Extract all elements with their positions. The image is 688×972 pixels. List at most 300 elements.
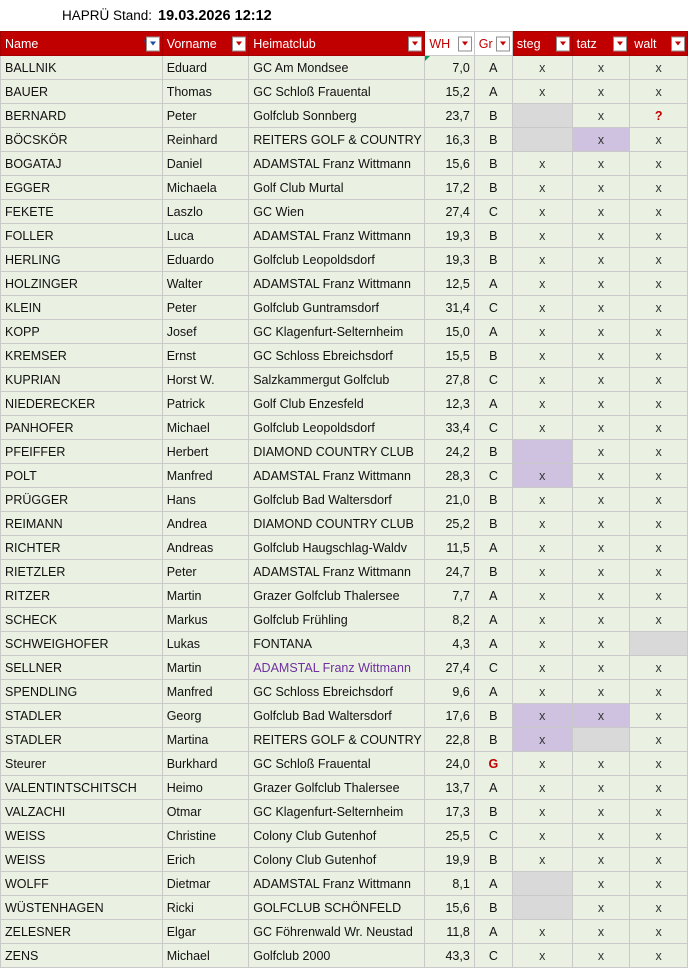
cell-vorname[interactable]: Ernst xyxy=(162,344,249,368)
cell-mark-walt[interactable]: x xyxy=(630,56,688,80)
cell-mark-steg[interactable]: x xyxy=(512,632,572,656)
cell-name[interactable]: NIEDERECKER xyxy=(1,392,163,416)
table-row[interactable] xyxy=(1,680,688,704)
cell-mark-steg[interactable]: x xyxy=(512,824,572,848)
cell-mark-steg[interactable] xyxy=(512,440,572,464)
cell-mark-tatz[interactable]: x xyxy=(572,800,630,824)
cell-mark-walt[interactable]: x xyxy=(630,704,688,728)
cell-wh[interactable]: 24,0 xyxy=(425,752,474,776)
table-row[interactable] xyxy=(1,608,688,632)
cell-mark-tatz[interactable]: x xyxy=(572,608,630,632)
cell-gr[interactable]: A xyxy=(474,680,512,704)
filter-dropdown-icon[interactable] xyxy=(496,36,510,51)
cell-vorname[interactable]: Walter xyxy=(162,272,249,296)
cell-vorname[interactable]: Eduard xyxy=(162,56,249,80)
cell-mark-tatz[interactable]: x xyxy=(572,224,630,248)
cell-gr[interactable]: C xyxy=(474,368,512,392)
cell-mark-tatz[interactable]: x xyxy=(572,104,630,128)
cell-mark-steg[interactable]: x xyxy=(512,248,572,272)
table-row[interactable] xyxy=(1,152,688,176)
cell-mark-walt[interactable]: x xyxy=(630,680,688,704)
cell-gr[interactable]: A xyxy=(474,608,512,632)
cell-gr[interactable]: C xyxy=(474,656,512,680)
cell-name[interactable]: RICHTER xyxy=(1,536,163,560)
cell-wh[interactable]: 16,3 xyxy=(425,128,474,152)
cell-gr[interactable]: B xyxy=(474,440,512,464)
cell-mark-walt[interactable]: x xyxy=(630,488,688,512)
filter-dropdown-icon[interactable] xyxy=(142,36,160,51)
cell-mark-tatz[interactable]: x xyxy=(572,392,630,416)
cell-name[interactable]: FEKETE xyxy=(1,200,163,224)
cell-wh[interactable]: 27,8 xyxy=(425,368,474,392)
cell-name[interactable]: PFEIFFER xyxy=(1,440,163,464)
cell-mark-tatz[interactable]: x xyxy=(572,656,630,680)
cell-heimatclub[interactable]: REITERS GOLF & COUNTRY xyxy=(249,728,425,752)
cell-vorname[interactable]: Martina xyxy=(162,728,249,752)
cell-heimatclub[interactable]: ADAMSTAL Franz Wittmann xyxy=(249,224,425,248)
cell-wh[interactable]: 12,5 xyxy=(425,272,474,296)
cell-wh[interactable]: 11,8 xyxy=(425,920,474,944)
cell-wh[interactable]: 17,2 xyxy=(425,176,474,200)
cell-vorname[interactable]: Andrea xyxy=(162,512,249,536)
cell-gr[interactable]: C xyxy=(474,824,512,848)
cell-vorname[interactable]: Luca xyxy=(162,224,249,248)
cell-mark-steg[interactable]: x xyxy=(512,80,572,104)
cell-mark-steg[interactable]: x xyxy=(512,56,572,80)
cell-mark-walt[interactable] xyxy=(630,632,688,656)
cell-vorname[interactable]: Christine xyxy=(162,824,249,848)
cell-name[interactable]: KUPRIAN xyxy=(1,368,163,392)
cell-heimatclub[interactable]: ADAMSTAL Franz Wittmann xyxy=(249,272,425,296)
cell-mark-walt[interactable]: x xyxy=(630,344,688,368)
table-row[interactable] xyxy=(1,656,688,680)
cell-vorname[interactable]: Hans xyxy=(162,488,249,512)
cell-heimatclub[interactable]: Golfclub Frühling xyxy=(249,608,425,632)
table-row[interactable] xyxy=(1,536,688,560)
cell-gr[interactable]: B xyxy=(474,488,512,512)
table-row[interactable] xyxy=(1,848,688,872)
cell-mark-walt[interactable]: x xyxy=(630,608,688,632)
cell-name[interactable]: SPENDLING xyxy=(1,680,163,704)
cell-gr[interactable]: B xyxy=(474,128,512,152)
cell-heimatclub[interactable]: Colony Club Gutenhof xyxy=(249,848,425,872)
cell-name[interactable]: PANHOFER xyxy=(1,416,163,440)
cell-mark-tatz[interactable]: x xyxy=(572,680,630,704)
cell-gr[interactable]: A xyxy=(474,80,512,104)
cell-mark-walt[interactable]: x xyxy=(630,920,688,944)
cell-mark-tatz[interactable]: x xyxy=(572,872,630,896)
cell-mark-tatz[interactable]: x xyxy=(572,920,630,944)
cell-name[interactable]: SELLNER xyxy=(1,656,163,680)
column-header-vorname[interactable] xyxy=(162,32,249,56)
cell-name[interactable]: ZENS xyxy=(1,944,163,968)
table-row[interactable] xyxy=(1,560,688,584)
cell-gr[interactable]: A xyxy=(474,56,512,80)
cell-mark-walt[interactable]: x xyxy=(630,656,688,680)
cell-mark-steg[interactable]: x xyxy=(512,512,572,536)
cell-mark-steg[interactable]: x xyxy=(512,272,572,296)
cell-gr[interactable]: C xyxy=(474,200,512,224)
cell-heimatclub[interactable]: Golfclub Guntramsdorf xyxy=(249,296,425,320)
cell-name[interactable]: WÜSTENHAGEN xyxy=(1,896,163,920)
cell-name[interactable]: RIETZLER xyxy=(1,560,163,584)
cell-mark-tatz[interactable]: x xyxy=(572,440,630,464)
cell-vorname[interactable]: Patrick xyxy=(162,392,249,416)
cell-name[interactable]: FOLLER xyxy=(1,224,163,248)
cell-mark-steg[interactable]: x xyxy=(512,920,572,944)
cell-mark-tatz[interactable]: x xyxy=(572,944,630,968)
cell-wh[interactable]: 7,0 xyxy=(425,56,474,80)
cell-mark-walt[interactable]: x xyxy=(630,464,688,488)
cell-mark-walt[interactable]: x xyxy=(630,800,688,824)
cell-name[interactable]: Steurer xyxy=(1,752,163,776)
cell-heimatclub[interactable]: Golf Club Murtal xyxy=(249,176,425,200)
cell-vorname[interactable]: Dietmar xyxy=(162,872,249,896)
cell-heimatclub[interactable]: ADAMSTAL Franz Wittmann xyxy=(249,656,425,680)
cell-name[interactable]: WOLFF xyxy=(1,872,163,896)
cell-wh[interactable]: 15,5 xyxy=(425,344,474,368)
table-row[interactable] xyxy=(1,416,688,440)
cell-mark-steg[interactable]: x xyxy=(512,344,572,368)
table-row[interactable] xyxy=(1,944,688,968)
cell-wh[interactable]: 27,4 xyxy=(425,656,474,680)
cell-heimatclub[interactable]: Golfclub Leopoldsdorf xyxy=(249,248,425,272)
cell-mark-walt[interactable]: x xyxy=(630,176,688,200)
column-header-m1[interactable] xyxy=(512,32,572,56)
cell-heimatclub[interactable]: Golfclub Bad Waltersdorf xyxy=(249,704,425,728)
table-row[interactable] xyxy=(1,824,688,848)
filter-dropdown-icon[interactable] xyxy=(556,36,570,51)
cell-mark-steg[interactable] xyxy=(512,872,572,896)
cell-mark-steg[interactable]: x xyxy=(512,464,572,488)
cell-mark-tatz[interactable] xyxy=(572,728,630,752)
cell-vorname[interactable]: Michael xyxy=(162,944,249,968)
cell-vorname[interactable]: Horst W. xyxy=(162,368,249,392)
cell-name[interactable]: ZELESNER xyxy=(1,920,163,944)
table-row[interactable] xyxy=(1,128,688,152)
cell-mark-walt[interactable]: x xyxy=(630,224,688,248)
table-row[interactable] xyxy=(1,512,688,536)
cell-mark-steg[interactable]: x xyxy=(512,536,572,560)
cell-mark-tatz[interactable]: x xyxy=(572,488,630,512)
cell-mark-walt[interactable]: x xyxy=(630,152,688,176)
cell-mark-steg[interactable]: x xyxy=(512,944,572,968)
cell-name[interactable]: SCHWEIGHOFER xyxy=(1,632,163,656)
cell-wh[interactable]: 22,8 xyxy=(425,728,474,752)
cell-vorname[interactable]: Laszlo xyxy=(162,200,249,224)
cell-gr[interactable]: A xyxy=(474,392,512,416)
cell-vorname[interactable]: Ricki xyxy=(162,896,249,920)
cell-wh[interactable]: 24,2 xyxy=(425,440,474,464)
cell-mark-tatz[interactable]: x xyxy=(572,584,630,608)
cell-mark-walt[interactable]: x xyxy=(630,416,688,440)
cell-gr[interactable]: B xyxy=(474,248,512,272)
table-row[interactable] xyxy=(1,224,688,248)
cell-heimatclub[interactable]: GC Schloss Ebreichsdorf xyxy=(249,344,425,368)
cell-wh[interactable]: 15,6 xyxy=(425,152,474,176)
cell-mark-steg[interactable] xyxy=(512,104,572,128)
cell-mark-steg[interactable]: x xyxy=(512,296,572,320)
cell-heimatclub[interactable]: ADAMSTAL Franz Wittmann xyxy=(249,560,425,584)
cell-heimatclub[interactable]: Golfclub Bad Waltersdorf xyxy=(249,488,425,512)
cell-mark-walt[interactable]: x xyxy=(630,944,688,968)
cell-mark-steg[interactable]: x xyxy=(512,728,572,752)
cell-heimatclub[interactable]: GC Wien xyxy=(249,200,425,224)
cell-wh[interactable]: 19,3 xyxy=(425,224,474,248)
cell-name[interactable]: WEISS xyxy=(1,824,163,848)
cell-wh[interactable]: 15,0 xyxy=(425,320,474,344)
cell-vorname[interactable]: Peter xyxy=(162,296,249,320)
cell-mark-walt[interactable]: x xyxy=(630,824,688,848)
cell-name[interactable]: WEISS xyxy=(1,848,163,872)
cell-mark-walt[interactable]: x xyxy=(630,440,688,464)
cell-mark-walt[interactable]: x xyxy=(630,200,688,224)
cell-name[interactable]: BALLNIK xyxy=(1,56,163,80)
cell-name[interactable]: BAUER xyxy=(1,80,163,104)
column-header-name[interactable] xyxy=(1,32,163,56)
cell-mark-tatz[interactable]: x xyxy=(572,848,630,872)
cell-wh[interactable]: 19,9 xyxy=(425,848,474,872)
table-row[interactable] xyxy=(1,704,688,728)
cell-gr[interactable]: B xyxy=(474,224,512,248)
cell-mark-steg[interactable] xyxy=(512,896,572,920)
table-row[interactable] xyxy=(1,800,688,824)
cell-heimatclub[interactable]: ADAMSTAL Franz Wittmann xyxy=(249,464,425,488)
cell-gr[interactable]: A xyxy=(474,872,512,896)
cell-gr[interactable]: B xyxy=(474,800,512,824)
cell-gr[interactable]: A xyxy=(474,776,512,800)
cell-mark-tatz[interactable]: x xyxy=(572,752,630,776)
cell-mark-walt[interactable]: x xyxy=(630,896,688,920)
cell-mark-steg[interactable]: x xyxy=(512,416,572,440)
cell-wh[interactable]: 8,2 xyxy=(425,608,474,632)
cell-mark-tatz[interactable]: x xyxy=(572,464,630,488)
cell-mark-tatz[interactable]: x xyxy=(572,896,630,920)
cell-mark-walt[interactable]: x xyxy=(630,512,688,536)
cell-wh[interactable]: 28,3 xyxy=(425,464,474,488)
filter-dropdown-icon[interactable] xyxy=(408,36,422,51)
column-header-m3[interactable] xyxy=(630,32,688,56)
cell-mark-tatz[interactable]: x xyxy=(572,56,630,80)
cell-vorname[interactable]: Markus xyxy=(162,608,249,632)
cell-gr[interactable]: B xyxy=(474,896,512,920)
cell-wh[interactable]: 25,2 xyxy=(425,512,474,536)
cell-mark-tatz[interactable]: x xyxy=(572,248,630,272)
cell-wh[interactable]: 12,3 xyxy=(425,392,474,416)
table-row[interactable] xyxy=(1,248,688,272)
cell-vorname[interactable]: Manfred xyxy=(162,464,249,488)
cell-vorname[interactable]: Eduardo xyxy=(162,248,249,272)
cell-mark-walt[interactable]: x xyxy=(630,752,688,776)
cell-heimatclub[interactable]: GC Klagenfurt-Selternheim xyxy=(249,800,425,824)
cell-mark-tatz[interactable]: x xyxy=(572,704,630,728)
cell-mark-steg[interactable]: x xyxy=(512,704,572,728)
table-row[interactable] xyxy=(1,440,688,464)
cell-mark-steg[interactable]: x xyxy=(512,368,572,392)
cell-name[interactable]: KOPP xyxy=(1,320,163,344)
cell-heimatclub[interactable]: ADAMSTAL Franz Wittmann xyxy=(249,872,425,896)
cell-heimatclub[interactable]: GC Schloß Frauental xyxy=(249,752,425,776)
table-row[interactable] xyxy=(1,896,688,920)
cell-vorname[interactable]: Daniel xyxy=(162,152,249,176)
cell-mark-steg[interactable]: x xyxy=(512,680,572,704)
cell-mark-steg[interactable]: x xyxy=(512,800,572,824)
cell-mark-steg[interactable]: x xyxy=(512,656,572,680)
cell-vorname[interactable]: Elgar xyxy=(162,920,249,944)
cell-mark-tatz[interactable]: x xyxy=(572,512,630,536)
cell-gr[interactable]: A xyxy=(474,920,512,944)
cell-heimatclub[interactable]: REITERS GOLF & COUNTRY xyxy=(249,128,425,152)
cell-mark-walt[interactable]: x xyxy=(630,368,688,392)
table-row[interactable] xyxy=(1,272,688,296)
cell-vorname[interactable]: Martin xyxy=(162,656,249,680)
table-row[interactable] xyxy=(1,320,688,344)
cell-vorname[interactable]: Michaela xyxy=(162,176,249,200)
cell-heimatclub[interactable]: GC Klagenfurt-Selternheim xyxy=(249,320,425,344)
cell-name[interactable]: POLT xyxy=(1,464,163,488)
cell-gr[interactable]: A xyxy=(474,584,512,608)
cell-wh[interactable]: 25,5 xyxy=(425,824,474,848)
cell-vorname[interactable]: Andreas xyxy=(162,536,249,560)
cell-heimatclub[interactable]: Grazer Golfclub Thalersee xyxy=(249,584,425,608)
cell-mark-tatz[interactable]: x xyxy=(572,320,630,344)
cell-vorname[interactable]: Thomas xyxy=(162,80,249,104)
cell-wh[interactable]: 33,4 xyxy=(425,416,474,440)
table-row[interactable] xyxy=(1,80,688,104)
cell-vorname[interactable]: Georg xyxy=(162,704,249,728)
cell-wh[interactable]: 23,7 xyxy=(425,104,474,128)
cell-heimatclub[interactable]: GOLFCLUB SCHÖNFELD xyxy=(249,896,425,920)
cell-mark-steg[interactable]: x xyxy=(512,752,572,776)
cell-name[interactable]: PRÜGGER xyxy=(1,488,163,512)
cell-gr[interactable]: A xyxy=(474,320,512,344)
cell-wh[interactable]: 11,5 xyxy=(425,536,474,560)
table-row[interactable] xyxy=(1,200,688,224)
cell-mark-walt[interactable]: x xyxy=(630,872,688,896)
cell-vorname[interactable]: Erich xyxy=(162,848,249,872)
cell-gr[interactable]: C xyxy=(474,416,512,440)
cell-name[interactable]: VALENTINTSCHITSCH xyxy=(1,776,163,800)
column-header-gr[interactable] xyxy=(474,32,512,56)
cell-heimatclub[interactable]: Golfclub Leopoldsdorf xyxy=(249,416,425,440)
cell-name[interactable]: BÖCSKÖR xyxy=(1,128,163,152)
cell-wh[interactable]: 43,3 xyxy=(425,944,474,968)
table-row[interactable] xyxy=(1,56,688,80)
cell-mark-tatz[interactable]: x xyxy=(572,344,630,368)
cell-mark-steg[interactable]: x xyxy=(512,608,572,632)
cell-name[interactable]: REIMANN xyxy=(1,512,163,536)
cell-heimatclub[interactable]: Salzkammergut Golfclub xyxy=(249,368,425,392)
cell-name[interactable]: HERLING xyxy=(1,248,163,272)
cell-mark-walt[interactable]: x xyxy=(630,560,688,584)
cell-name[interactable]: EGGER xyxy=(1,176,163,200)
cell-wh[interactable]: 27,4 xyxy=(425,200,474,224)
cell-mark-steg[interactable]: x xyxy=(512,776,572,800)
cell-gr[interactable]: C xyxy=(474,464,512,488)
cell-name[interactable]: RITZER xyxy=(1,584,163,608)
cell-gr[interactable]: B xyxy=(474,344,512,368)
cell-vorname[interactable]: Peter xyxy=(162,560,249,584)
cell-gr[interactable]: B xyxy=(474,152,512,176)
cell-vorname[interactable]: Otmar xyxy=(162,800,249,824)
filter-dropdown-icon[interactable] xyxy=(458,36,472,51)
table-row[interactable] xyxy=(1,104,688,128)
column-header-wh[interactable] xyxy=(425,32,474,56)
cell-vorname[interactable]: Lukas xyxy=(162,632,249,656)
cell-mark-tatz[interactable]: x xyxy=(572,368,630,392)
table-row[interactable] xyxy=(1,728,688,752)
cell-mark-tatz[interactable]: x xyxy=(572,560,630,584)
cell-mark-tatz[interactable]: x xyxy=(572,296,630,320)
cell-wh[interactable]: 9,6 xyxy=(425,680,474,704)
cell-wh[interactable]: 7,7 xyxy=(425,584,474,608)
table-row[interactable] xyxy=(1,920,688,944)
cell-mark-steg[interactable]: x xyxy=(512,200,572,224)
cell-name[interactable]: VALZACHI xyxy=(1,800,163,824)
cell-gr[interactable]: A xyxy=(474,536,512,560)
cell-gr[interactable]: B xyxy=(474,560,512,584)
cell-heimatclub[interactable]: GC Schloss Ebreichsdorf xyxy=(249,680,425,704)
table-row[interactable] xyxy=(1,296,688,320)
cell-mark-tatz[interactable]: x xyxy=(572,632,630,656)
cell-mark-tatz[interactable]: x xyxy=(572,176,630,200)
cell-name[interactable]: BOGATAJ xyxy=(1,152,163,176)
table-row[interactable] xyxy=(1,752,688,776)
cell-name[interactable]: SCHECK xyxy=(1,608,163,632)
cell-mark-steg[interactable]: x xyxy=(512,224,572,248)
cell-mark-steg[interactable]: x xyxy=(512,560,572,584)
cell-mark-tatz[interactable]: x xyxy=(572,776,630,800)
cell-heimatclub[interactable]: DIAMOND COUNTRY CLUB xyxy=(249,512,425,536)
cell-wh[interactable]: 8,1 xyxy=(425,872,474,896)
cell-mark-walt[interactable]: x xyxy=(630,392,688,416)
cell-mark-steg[interactable]: x xyxy=(512,488,572,512)
table-row[interactable] xyxy=(1,176,688,200)
cell-mark-walt[interactable]: ? xyxy=(630,104,688,128)
cell-gr[interactable]: B xyxy=(474,176,512,200)
cell-mark-steg[interactable]: x xyxy=(512,176,572,200)
table-row[interactable] xyxy=(1,368,688,392)
cell-wh[interactable]: 21,0 xyxy=(425,488,474,512)
cell-wh[interactable]: 31,4 xyxy=(425,296,474,320)
cell-mark-walt[interactable]: x xyxy=(630,776,688,800)
cell-mark-steg[interactable]: x xyxy=(512,320,572,344)
cell-mark-walt[interactable]: x xyxy=(630,296,688,320)
cell-mark-walt[interactable]: x xyxy=(630,128,688,152)
cell-name[interactable]: HOLZINGER xyxy=(1,272,163,296)
cell-mark-tatz[interactable]: x xyxy=(572,80,630,104)
cell-heimatclub[interactable]: Colony Club Gutenhof xyxy=(249,824,425,848)
cell-mark-tatz[interactable]: x xyxy=(572,200,630,224)
cell-heimatclub[interactable]: ADAMSTAL Franz Wittmann xyxy=(249,152,425,176)
cell-heimatclub[interactable]: FONTANA xyxy=(249,632,425,656)
cell-heimatclub[interactable]: Golfclub Haugschlag-Waldv xyxy=(249,536,425,560)
table-row[interactable] xyxy=(1,632,688,656)
cell-name[interactable]: STADLER xyxy=(1,728,163,752)
cell-mark-walt[interactable]: x xyxy=(630,80,688,104)
cell-mark-walt[interactable]: x xyxy=(630,848,688,872)
cell-wh[interactable]: 17,6 xyxy=(425,704,474,728)
cell-heimatclub[interactable]: Golf Club Enzesfeld xyxy=(249,392,425,416)
cell-vorname[interactable]: Josef xyxy=(162,320,249,344)
cell-heimatclub[interactable]: Golfclub 2000 xyxy=(249,944,425,968)
filter-dropdown-icon[interactable] xyxy=(671,36,685,51)
cell-mark-walt[interactable]: x xyxy=(630,248,688,272)
table-row[interactable] xyxy=(1,584,688,608)
cell-wh[interactable]: 15,2 xyxy=(425,80,474,104)
filter-dropdown-icon[interactable] xyxy=(613,36,627,51)
cell-vorname[interactable]: Peter xyxy=(162,104,249,128)
